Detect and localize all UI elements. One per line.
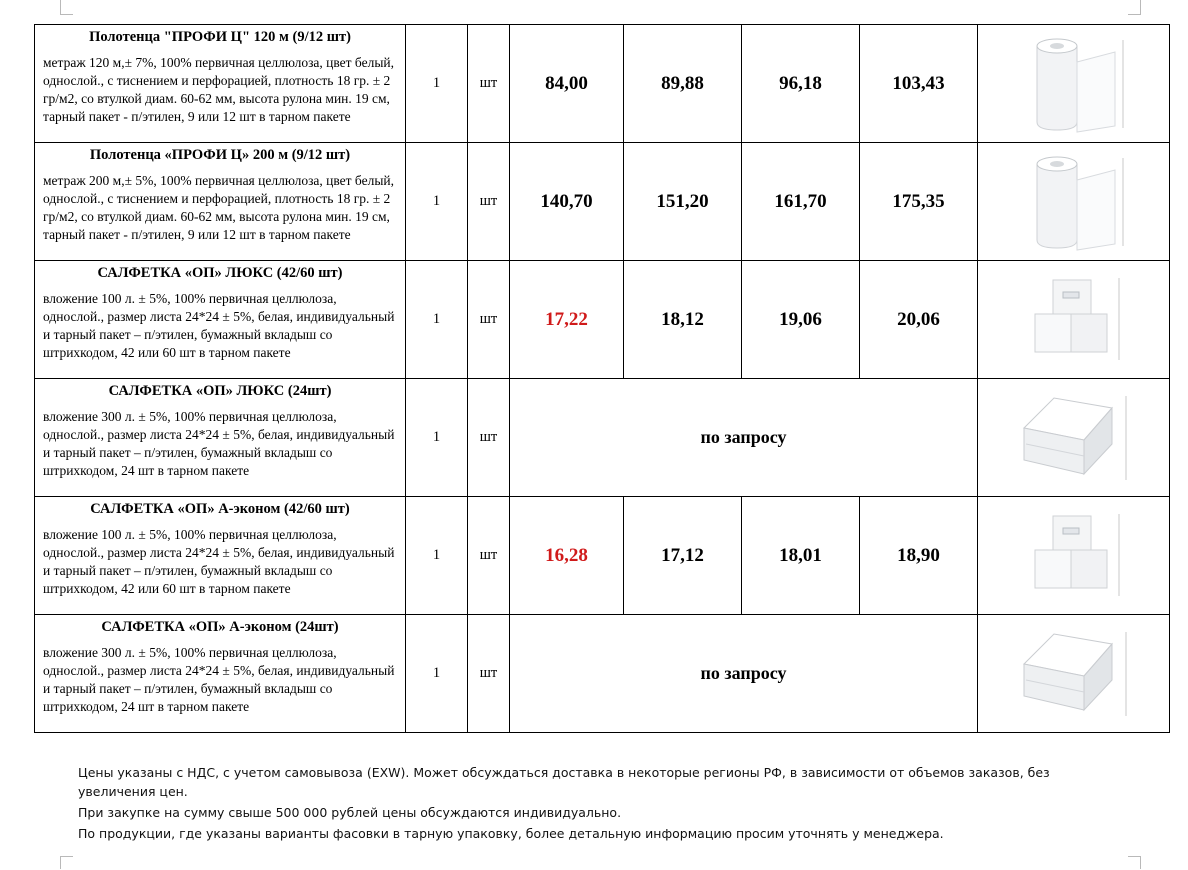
- quantity-cell: 1: [406, 25, 468, 143]
- product-description: метраж 120 м,± 7%, 100% первичная целлюлоза, цвет белый, однослой., с тиснением и перфорацией, плотность 18 гр. ± 2 гр/м2, со втулкой диам. 60-62 мм, высота рулона мин. 19 см, тарный пакет - п/этилен, 9 или 12 шт в тарном пакете: [43, 55, 395, 124]
- price-on-request: по запросу: [510, 379, 978, 497]
- unit-cell: шт: [468, 615, 510, 733]
- price-cell: 175,35: [860, 143, 978, 261]
- unit-cell: шт: [468, 261, 510, 379]
- product-name: САЛФЕТКА «ОП» А-эконом (24шт): [101, 619, 339, 635]
- product-name: Полотенца «ПРОФИ Ц» 200 м (9/12 шт): [89, 147, 351, 163]
- price-cell: 18,01: [742, 497, 860, 615]
- price-cell: 103,43: [860, 25, 978, 143]
- napkin-packs-image: [1019, 270, 1129, 370]
- note-text: Цены указаны с НДС, с учетом самовывоза (EXW). Может обсуждаться доставка в некоторые регионы РФ, в зависимости от объемов заказов, без увеличения цен.: [78, 765, 1050, 799]
- table-row: [35, 379, 1170, 497]
- paper-towel-roll-image: [1019, 152, 1129, 252]
- price-cell: 18,90: [860, 497, 978, 615]
- note-text: При закупке на сумму свыше 500 000 рублей цены обсуждаются индивидуально.: [78, 805, 622, 820]
- product-image-cell: [978, 25, 1170, 143]
- price-cell: 96,18: [742, 25, 860, 143]
- product-name: САЛФЕТКА «ОП» А-эконом (42/60 шт): [90, 501, 350, 517]
- table-row: [35, 261, 1170, 379]
- product-image-cell: [978, 379, 1170, 497]
- napkin-packs-image: [1019, 506, 1129, 606]
- note-text: По продукции, где указаны варианты фасовки в тарную упаковку, более детальную информацию просим уточнять у менеджера.: [78, 826, 944, 841]
- product-name: САЛФЕТКА «ОП» ЛЮКС (24шт): [108, 383, 332, 399]
- paper-towel-roll-image: [1019, 34, 1129, 134]
- product-cell: [35, 25, 406, 143]
- product-description: метраж 200 м,± 5%, 100% первичная целлюлоза, цвет белый, однослой., с тиснением и перфорацией, плотность 18 гр. ± 2 гр/м2, со втулкой диам. 60-62 мм, высота рулона мин. 19 см, тарный пакет - п/этилен, 9 или 12 шт в тарном пакете: [43, 173, 395, 242]
- price-cell: 20,06: [860, 261, 978, 379]
- product-description: вложение 300 л. ± 5%, 100% первичная целлюлоза, однослой., размер листа 24*24 ± 5%, белая, индивидуальный и тарный пакет – п/этилен, бумажный вкладыш со штрихкодом, 24 шт в тарном пакете: [43, 645, 395, 714]
- product-cell: [35, 497, 406, 615]
- price-cell: 19,06: [742, 261, 860, 379]
- price-cell: 161,70: [742, 143, 860, 261]
- price-cell: 18,12: [624, 261, 742, 379]
- product-name: Полотенца "ПРОФИ Ц" 120 м (9/12 шт): [89, 29, 351, 45]
- product-image-cell: [978, 497, 1170, 615]
- crop-mark-bottom-right: [1128, 856, 1141, 869]
- product-name: САЛФЕТКА «ОП» ЛЮКС (42/60 шт): [97, 265, 343, 281]
- product-image-cell: [978, 261, 1170, 379]
- unit-cell: шт: [468, 379, 510, 497]
- product-description: вложение 300 л. ± 5%, 100% первичная целлюлоза, однослой., размер листа 24*24 ± 5%, белая, индивидуальный и тарный пакет – п/этилен, бумажный вкладыш со штрихкодом, 24 шт в тарном пакете: [43, 409, 395, 478]
- product-image-cell: [978, 143, 1170, 261]
- price-cell: 151,20: [624, 143, 742, 261]
- quantity-cell: 1: [406, 497, 468, 615]
- table-row: [35, 615, 1170, 733]
- quantity-cell: 1: [406, 143, 468, 261]
- price-on-request: по запросу: [510, 615, 978, 733]
- crop-mark-top-right: [1128, 0, 1141, 15]
- product-description: вложение 100 л. ± 5%, 100% первичная целлюлоза, однослой., размер листа 24*24 ± 5%, белая, индивидуальный и тарный пакет – п/этилен, бумажный вкладыш со штрихкодом, 42 или 60 шт в тарном пакете: [43, 291, 395, 360]
- crop-mark-top-left: [60, 0, 73, 15]
- product-cell: [35, 143, 406, 261]
- unit-cell: шт: [468, 25, 510, 143]
- price-cell: 16,28: [510, 497, 624, 615]
- product-image-cell: [978, 615, 1170, 733]
- unit-cell: шт: [468, 143, 510, 261]
- quantity-cell: 1: [406, 379, 468, 497]
- product-description: вложение 100 л. ± 5%, 100% первичная целлюлоза, однослой., размер листа 24*24 ± 5%, белая, индивидуальный и тарный пакет – п/этилен, бумажный вкладыш со штрихкодом, 42 или 60 шт в тарном пакете: [43, 527, 395, 596]
- price-cell: 17,22: [510, 261, 624, 379]
- quantity-cell: 1: [406, 261, 468, 379]
- unit-cell: шт: [468, 497, 510, 615]
- price-cell: 140,70: [510, 143, 624, 261]
- table-row: [35, 143, 1170, 261]
- crop-mark-bottom-left: [60, 856, 73, 869]
- quantity-cell: 1: [406, 615, 468, 733]
- price-cell: 17,12: [624, 497, 742, 615]
- price-cell: 89,88: [624, 25, 742, 143]
- price-notes: [78, 763, 1098, 845]
- price-cell: 84,00: [510, 25, 624, 143]
- product-cell: [35, 615, 406, 733]
- table-row: [35, 497, 1170, 615]
- price-table: [34, 24, 1170, 733]
- table-row: [35, 25, 1170, 143]
- product-cell: [35, 379, 406, 497]
- napkin-stack-image: [1014, 388, 1134, 488]
- napkin-stack-image: [1014, 624, 1134, 724]
- product-cell: [35, 261, 406, 379]
